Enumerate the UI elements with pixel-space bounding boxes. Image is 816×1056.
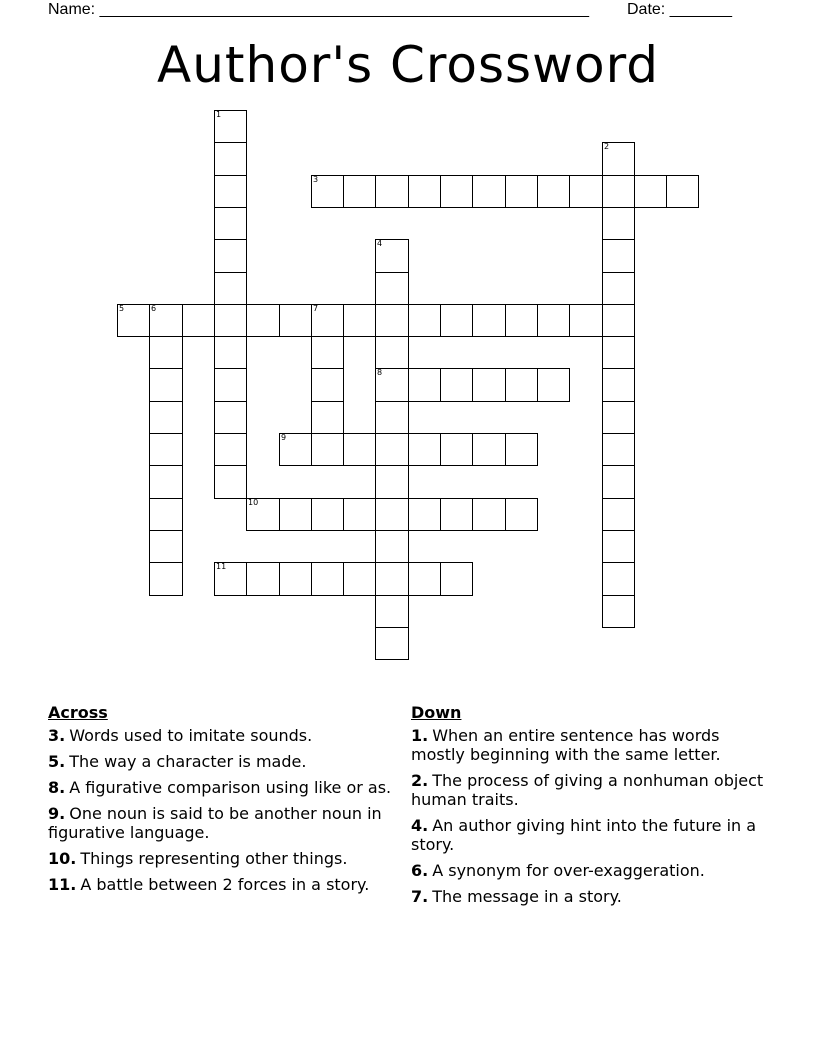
crossword-cell[interactable] <box>408 433 441 466</box>
crossword-cell[interactable] <box>214 336 247 369</box>
page-title: Author's Crossword <box>157 36 659 94</box>
crossword-cell[interactable] <box>214 368 247 402</box>
crossword-cell[interactable] <box>569 175 603 208</box>
crossword-cell[interactable] <box>537 304 570 337</box>
crossword-cell[interactable] <box>602 142 635 176</box>
across-heading: Across <box>48 703 108 722</box>
crossword-cell[interactable] <box>602 530 635 563</box>
crossword-cell[interactable] <box>375 272 409 305</box>
cell-number: 8 <box>377 368 383 377</box>
crossword-cell[interactable] <box>602 562 635 596</box>
cell-number: 1 <box>216 110 222 119</box>
crossword-cell[interactable] <box>149 530 183 563</box>
clue-number: 5. <box>48 752 66 771</box>
across-clue-list <box>48 726 403 894</box>
across-clue <box>48 875 403 894</box>
crossword-cell[interactable] <box>602 595 635 628</box>
crossword-cell[interactable] <box>440 562 473 596</box>
crossword-cell[interactable] <box>472 498 506 531</box>
clue-number: 6. <box>411 861 429 880</box>
crossword-cell[interactable] <box>602 175 635 208</box>
crossword-cell[interactable] <box>182 304 215 337</box>
clue-text: The process of giving a nonhuman object human traits. <box>411 771 764 809</box>
crossword-cell[interactable] <box>537 368 570 402</box>
cell-number: 11 <box>216 562 227 571</box>
crossword-cell[interactable] <box>343 562 376 596</box>
crossword-cell[interactable] <box>408 498 441 531</box>
crossword-cell[interactable] <box>602 401 635 434</box>
crossword-cell[interactable] <box>214 207 247 240</box>
crossword-cell[interactable] <box>343 433 376 466</box>
crossword-cell[interactable] <box>472 175 506 208</box>
crossword-cell[interactable] <box>440 433 473 466</box>
cell-number: 6 <box>151 304 157 313</box>
crossword-cell[interactable] <box>375 368 409 402</box>
crossword-cell[interactable] <box>569 304 603 337</box>
down-clue <box>411 887 766 906</box>
crossword-cell[interactable] <box>214 433 247 466</box>
crossword-cell[interactable] <box>279 498 312 531</box>
crossword-cell[interactable] <box>375 175 409 208</box>
crossword-cell[interactable] <box>214 401 247 434</box>
crossword-cell[interactable] <box>408 562 441 596</box>
crossword-cell[interactable] <box>149 336 183 369</box>
across-clue <box>48 726 403 745</box>
crossword-cell[interactable] <box>602 433 635 466</box>
cell-number: 2 <box>604 142 610 151</box>
clue-number: 11. <box>48 875 77 894</box>
across-clue <box>48 752 403 771</box>
crossword-cell[interactable] <box>214 142 247 176</box>
crossword-cell[interactable] <box>375 401 409 434</box>
clue-number: 7. <box>411 887 429 906</box>
crossword-cell[interactable] <box>375 498 409 531</box>
crossword-cell[interactable] <box>214 175 247 208</box>
clue-text: A synonym for over-exaggeration. <box>432 861 705 880</box>
clue-text: The message in a story. <box>432 887 622 906</box>
cell-number: 9 <box>281 433 287 442</box>
crossword-cell[interactable] <box>472 304 506 337</box>
clue-number: 10. <box>48 849 77 868</box>
down-heading: Down <box>411 703 462 722</box>
crossword-cell[interactable] <box>666 175 699 208</box>
crossword-cell[interactable] <box>279 304 312 337</box>
crossword-cell[interactable] <box>505 368 538 402</box>
crossword-cell[interactable] <box>214 110 247 143</box>
crossword-cell[interactable] <box>440 368 473 402</box>
crossword-cell[interactable] <box>149 498 183 531</box>
crossword-cell[interactable] <box>246 498 280 531</box>
crossword-cell[interactable] <box>602 498 635 531</box>
crossword-cell[interactable] <box>311 433 344 466</box>
crossword-cell[interactable] <box>375 530 409 563</box>
crossword-cell[interactable] <box>311 498 344 531</box>
crossword-cell[interactable] <box>149 433 183 466</box>
clue-number: 8. <box>48 778 66 797</box>
clue-text: An author giving hint into the future in a story. <box>411 816 757 854</box>
crossword-cell[interactable] <box>343 304 376 337</box>
crossword-cell[interactable] <box>375 336 409 369</box>
crossword-cell[interactable] <box>311 562 344 596</box>
crossword-cell[interactable] <box>602 207 635 240</box>
crossword-cell[interactable] <box>440 175 473 208</box>
clue-number: 4. <box>411 816 429 835</box>
clue-text: Things representing other things. <box>80 849 348 868</box>
crossword-cell[interactable] <box>214 272 247 305</box>
down-clue <box>411 861 766 880</box>
crossword-cell[interactable] <box>149 304 183 337</box>
across-clues <box>48 703 403 901</box>
crossword-cell[interactable] <box>602 272 635 305</box>
clue-text: The way a character is made. <box>69 752 307 771</box>
crossword-cell[interactable] <box>149 368 183 402</box>
crossword-cell[interactable] <box>408 175 441 208</box>
crossword-cell[interactable] <box>311 368 344 402</box>
cell-number: 4 <box>377 239 383 248</box>
crossword-cell[interactable] <box>375 304 409 337</box>
crossword-cell[interactable] <box>602 465 635 499</box>
crossword-cell[interactable] <box>279 433 312 466</box>
crossword-cell[interactable] <box>246 562 280 596</box>
crossword-cell[interactable] <box>505 433 538 466</box>
clue-number: 3. <box>48 726 66 745</box>
down-clues <box>411 703 766 913</box>
crossword-cell[interactable] <box>375 465 409 499</box>
crossword-cell[interactable] <box>505 175 538 208</box>
crossword-cell[interactable] <box>375 595 409 628</box>
crossword-cell[interactable] <box>149 401 183 434</box>
down-clue <box>411 816 766 854</box>
across-clue <box>48 778 403 797</box>
crossword-cell[interactable] <box>602 336 635 369</box>
crossword-cell[interactable] <box>279 562 312 596</box>
crossword-cell[interactable] <box>440 498 473 531</box>
crossword-cell[interactable] <box>375 433 409 466</box>
crossword-cell[interactable] <box>634 175 667 208</box>
crossword-cell[interactable] <box>472 368 506 402</box>
crossword-cell[interactable] <box>472 433 506 466</box>
across-clue <box>48 849 403 868</box>
crossword-cell[interactable] <box>214 304 247 337</box>
crossword-cell[interactable] <box>214 239 247 273</box>
crossword-cell[interactable] <box>343 175 376 208</box>
crossword-cell[interactable] <box>149 465 183 499</box>
clue-text: A figurative comparison using like or as. <box>69 778 392 797</box>
name-field[interactable]: Name: _______________________________________________________ <box>48 1 589 18</box>
crossword-cell[interactable] <box>602 239 635 273</box>
clue-text: One noun is said to be another noun in figurative language. <box>48 804 382 842</box>
crossword-cell[interactable] <box>537 175 570 208</box>
clue-text: When an entire sentence has words mostly beginning with the same letter. <box>411 726 721 764</box>
crossword-cell[interactable] <box>408 368 441 402</box>
crossword-cell[interactable] <box>602 304 635 337</box>
cell-number: 7 <box>313 304 319 313</box>
crossword-cell[interactable] <box>505 304 538 337</box>
date-field[interactable]: Date: _______ <box>627 1 732 18</box>
crossword-cell[interactable] <box>311 304 344 337</box>
crossword-cell[interactable] <box>440 304 473 337</box>
down-clue <box>411 726 766 764</box>
crossword-cell[interactable] <box>246 304 280 337</box>
cell-number: 5 <box>119 304 125 313</box>
crossword-cell[interactable] <box>117 304 150 337</box>
cell-number: 10 <box>248 498 259 507</box>
down-clue-list <box>411 726 766 906</box>
crossword-cell[interactable] <box>214 562 247 596</box>
down-clue <box>411 771 766 809</box>
crossword-cell[interactable] <box>311 336 344 369</box>
crossword-cell[interactable] <box>149 562 183 596</box>
crossword-cell[interactable] <box>505 498 538 531</box>
crossword-cell[interactable] <box>214 465 247 499</box>
clue-text: Words used to imitate sounds. <box>69 726 313 745</box>
crossword-cell[interactable] <box>375 627 409 660</box>
clue-number: 9. <box>48 804 66 823</box>
clue-number: 2. <box>411 771 429 790</box>
crossword-cell[interactable] <box>602 368 635 402</box>
crossword-cell[interactable] <box>343 498 376 531</box>
clue-text: A battle between 2 forces in a story. <box>80 875 370 894</box>
across-clue <box>48 804 403 842</box>
crossword-cell[interactable] <box>375 562 409 596</box>
crossword-cell[interactable] <box>375 239 409 273</box>
crossword-cell[interactable] <box>408 304 441 337</box>
crossword-cell[interactable] <box>311 175 344 208</box>
cell-number: 3 <box>313 175 319 184</box>
clue-number: 1. <box>411 726 429 745</box>
crossword-cell[interactable] <box>311 401 344 434</box>
